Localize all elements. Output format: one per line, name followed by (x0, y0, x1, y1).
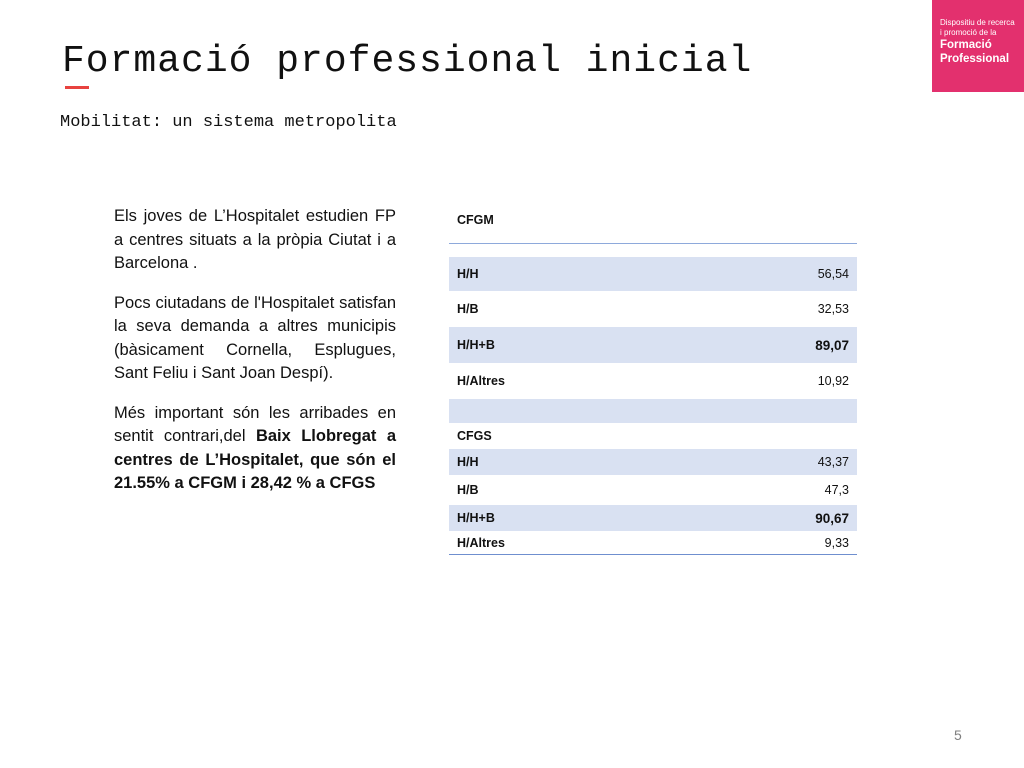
table-row (449, 327, 857, 363)
table-row (449, 257, 857, 291)
row-value: 90,67 (815, 510, 849, 526)
slide-subtitle: Mobilitat: un sistema metropolita (60, 113, 397, 132)
row-label: H/H+B (457, 511, 495, 525)
table-row (449, 363, 857, 399)
title-accent-bar (65, 86, 89, 89)
row-value: 32,53 (817, 302, 849, 316)
table-row (449, 291, 857, 327)
table-row (449, 505, 857, 531)
row-label: H/B (457, 483, 479, 497)
mobility-table (449, 196, 857, 555)
row-label: H/Altres (457, 535, 505, 550)
page-number: 5 (954, 727, 962, 743)
row-label: H/H+B (457, 338, 495, 352)
cfgs-header-row (449, 423, 857, 449)
row-value: 10,92 (817, 374, 849, 388)
table-row (449, 531, 857, 555)
row-value: 9,33 (824, 535, 849, 550)
spacer-row (449, 399, 857, 423)
logo-line-3: Formació (940, 39, 992, 51)
paragraph-3 (114, 402, 396, 496)
paragraph-1: Els joves de L’Hospitalet estudien FP a centres situats a la pròpia Ciutat i a Barcelona . (114, 207, 396, 272)
row-label: H/Altres (457, 374, 505, 388)
row-value: 47,3 (824, 483, 849, 497)
table-row (449, 475, 857, 505)
cfgm-header: CFGM (457, 212, 494, 227)
cfgs-header: CFGS (457, 429, 492, 443)
table-row (449, 449, 857, 475)
logo-line-1: Dispositiu de recerca (940, 18, 1015, 27)
brand-logo (932, 0, 1024, 92)
logo-line-4: Professional (940, 53, 1010, 65)
spacer-row (449, 243, 857, 257)
body-text (114, 205, 396, 512)
slide-title: Formació professional inicial (62, 40, 753, 83)
paragraph-2: Pocs ciutadans de l'Hospitalet satisfan la seva demanda a altres municipis (bàsicament Cornella, Esplugues, Sant Feliu i Sant Joan Despí). (114, 293, 396, 382)
cfgm-header-row (449, 196, 857, 243)
row-label: H/B (457, 302, 479, 316)
row-label: H/H (457, 267, 479, 281)
row-value: 89,07 (815, 337, 849, 353)
logo-line-2: i promoció de la (940, 28, 997, 37)
row-label: H/H (457, 455, 479, 469)
paragraph-3-bold: Baix Llobregat a centres de L’Hospitalet, que són el 21.55% a CFGM i 28,42 % a CFGS (114, 427, 396, 492)
row-value: 56,54 (817, 267, 849, 281)
row-value: 43,37 (817, 455, 849, 469)
paragraph-3-plain: Més important són les arribades en sentit contrari,del (114, 403, 396, 445)
